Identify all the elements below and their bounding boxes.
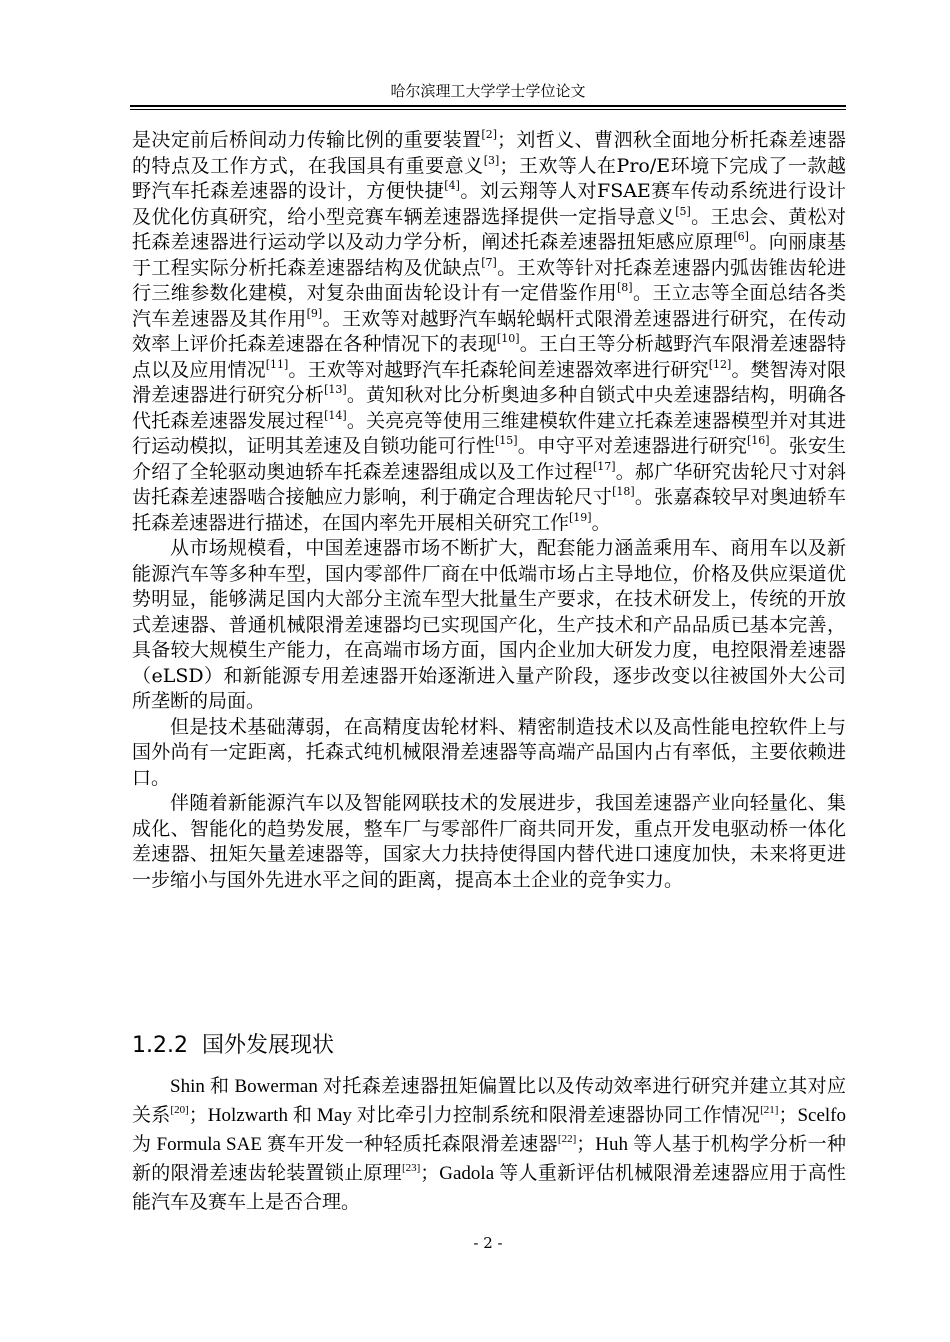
citation-ref: [23]	[401, 1162, 421, 1174]
citation-ref: [16]	[746, 434, 770, 447]
page-header-title: 哈尔滨理工大学学士学位论文	[390, 82, 586, 100]
citation-ref: [20]	[170, 1104, 189, 1116]
paragraph-text: 。郝广华研究齿轮尺寸对斜齿托森差速器啮合接触应力影响，利于确定合理齿轮尺寸	[132, 460, 846, 508]
citation-ref: [14]	[324, 408, 347, 422]
citation-ref: [2]	[481, 128, 497, 141]
paragraph-text: 伴随着新能源汽车以及智能网联技术的发展进步，我国差速器产业向轻量化、集成化、智能化的趋势发展，整车厂与零部件厂商共同开发，重点开发电驱动桥一体化差速器、扭矩矢量差速器等，国家大力扶持使得国内替代进口速度加快，未来将更进一步缩小与国外先进水平之间的距离，提高本土企业的竞争实力。	[132, 792, 846, 891]
paragraph-text: Shin 和 Bowerman 对托森差速器扭矩偏置比以及传动效率进行研究并建立其对应关系	[132, 1076, 846, 1126]
paragraph	[132, 1072, 846, 1217]
body-text-domestic	[132, 128, 846, 893]
paragraph-text: 但是技术基础薄弱，在高精度齿轮材料、精密制造技术以及高性能电控软件上与国外尚有一定距离，托森式纯机械限滑差速器等高端产品国内占有率低，主要依赖进口。	[132, 715, 846, 789]
citation-ref: [17]	[592, 459, 616, 473]
citation-ref: [10]	[496, 332, 520, 345]
paragraph	[132, 715, 846, 792]
paragraph-text: 。王欢等针对托森差速器内弧齿锥齿轮进行三维参数化建模，对复杂曲面齿轮设计有一定借鉴作用	[132, 256, 846, 304]
paragraph-text: 。向丽康基于工程实际分析托森差速器结构及优缺点	[132, 231, 846, 279]
citation-ref: [9]	[306, 306, 323, 320]
citation-ref: [8]	[616, 281, 633, 294]
paragraph-text: 。刘云翔等人对FSAE赛车传动系统进行设计及优化仿真研究，给小型竞赛车辆差速器选择提供一定指导意义	[132, 180, 846, 228]
page-number: - 2 -	[473, 1234, 503, 1252]
paragraph-text: 。张安生介绍了全轮驱动奥迪轿车托森差速器组成以及工作过程	[132, 435, 846, 483]
citation-ref: [4]	[444, 179, 460, 192]
paragraph	[132, 536, 846, 715]
paragraph-text: 。王欢等对越野汽车蜗轮蜗杆式限滑差速器进行研究，在传动效率上评价托森差速器在各种情况下的表现	[132, 307, 846, 355]
paragraph	[132, 791, 846, 893]
paragraph	[132, 128, 846, 536]
section-title: 国外发展现状	[201, 1033, 334, 1058]
citation-ref: [6]	[733, 230, 749, 243]
citation-ref: [21]	[760, 1104, 779, 1116]
section-number: 1.2.2	[132, 1033, 188, 1058]
paragraph-text: ；王欢等人在Pro/E环境下完成了一款越野汽车托森差速器的设计，方便快捷	[132, 154, 846, 202]
citation-ref: [13]	[324, 383, 347, 396]
paragraph-text: 。王欢等对越野汽车托森轮间差速器效率进行研究	[288, 358, 709, 381]
paragraph-text: 。樊智涛对限滑差速器进行研究分析	[132, 358, 846, 406]
paragraph-text: 。张嘉森较早对奥迪轿车托森差速器进行描述，在国内率先开展相关研究工作	[132, 486, 846, 534]
paragraph-text: ；Huh 等人基于机构学分析一种新的限滑差速齿轮装置锁止原理	[132, 1134, 846, 1184]
citation-ref: [22]	[557, 1133, 577, 1145]
paragraph-text: 。	[591, 511, 611, 534]
paragraph-text: ；Holzwarth 和 May 对比牵引力控制系统和限滑差速器协同工作情况	[188, 1105, 761, 1126]
header-rule-thin	[130, 109, 846, 110]
citation-ref: [12]	[708, 357, 732, 371]
citation-ref: [15]	[495, 434, 518, 447]
paragraph-text: ；刘哲义、曹泗秋全面地分析托森差速器的特点及工作方式，在我国具有重要意义	[132, 129, 846, 177]
paragraph-text: ；Gadola 等人重新评估机械限滑差速器应用于高性能汽车及赛车上是否合理。	[132, 1163, 846, 1213]
paragraph-text: 。关亮亮等使用三维建模软件建立托森差速器模型并对其进行运动模拟，证明其差速及自锁功能可行性	[132, 409, 846, 457]
citation-ref: [11]	[265, 357, 289, 371]
paragraph-text: 。王立志等全面总结各类汽车差速器及其作用	[132, 282, 846, 330]
paragraph-text: 。申守平对差速器进行研究	[517, 435, 747, 457]
citation-ref: [5]	[675, 204, 691, 218]
header-rule-thick	[130, 105, 846, 107]
body-text-foreign	[132, 1072, 846, 1217]
paragraph-text: 从市场规模看，中国差速器市场不断扩大，配套能力涵盖乘用车、商用车以及新能源汽车等多种车型，国内零部件厂商在中低端市场占主导地位，价格及供应渠道优势明显，能够满足国内大部分主流车型大批量生产要求，在技术研发上，传统的开放式差速器、普通机械限滑差速器均已实现国产化，生产技术和产品品质已基本完善，具备较大规模生产能力，在高端市场方面，国内企业加大研发力度，电控限滑差速器（eLSD）和新能源专用差速器开始逐渐进入量产阶段，逐步改变以往被国外大公司所垄断的局面。	[132, 537, 846, 712]
paragraph-text: 。黄知秋对比分析奥迪多种自锁式中央差速器结构，明确各代托森差速器发展过程	[132, 384, 846, 432]
citation-ref: [7]	[481, 255, 497, 269]
paragraph-text: 。王白王等分析越野汽车限滑差速器特点以及应用情况	[132, 333, 846, 381]
paragraph-text: 是决定前后桥间动力传输比例的重要装置	[132, 129, 482, 151]
citation-ref: [19]	[569, 510, 592, 524]
citation-ref: [3]	[483, 153, 500, 167]
paragraph-text: 。王忠会、黄松对托森差速器进行运动学以及动力学分析，阐述托森差速器扭矩感应原理	[132, 205, 846, 253]
paragraph-text: ；Scelfo 为 Formula SAE 赛车开发一种轻质托森限滑差速器	[132, 1105, 846, 1155]
section-heading	[132, 1028, 334, 1059]
citation-ref: [18]	[612, 485, 635, 498]
